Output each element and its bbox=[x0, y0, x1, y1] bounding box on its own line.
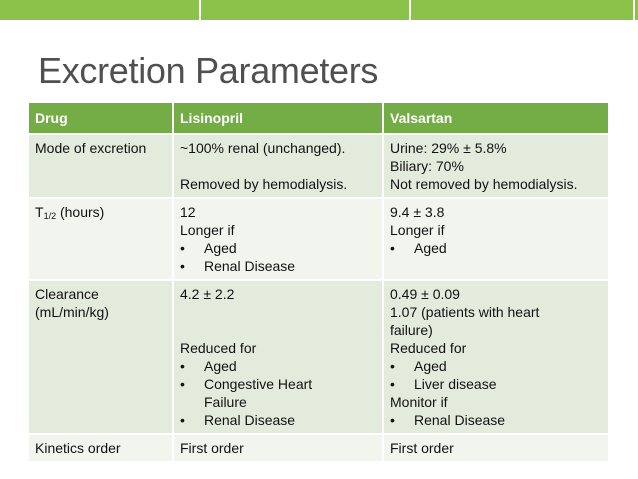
bullet-text: Aged bbox=[204, 358, 237, 374]
cell-text: Monitor if bbox=[390, 394, 448, 410]
bullet-icon: • bbox=[180, 240, 185, 256]
excretion-table bbox=[29, 103, 610, 461]
label-subscript: 1/2 bbox=[43, 211, 57, 221]
accent-bar-segment bbox=[411, 0, 633, 20]
row-label-mode: Mode of excretion bbox=[29, 134, 173, 198]
table-row bbox=[29, 134, 609, 198]
cell-lisinopril-mode bbox=[173, 134, 383, 198]
cell-text: ~100% renal (unchanged). bbox=[180, 140, 346, 156]
cell-text: (mL/min/kg) bbox=[35, 304, 109, 320]
cell-text: Longer if bbox=[390, 222, 445, 238]
bullet-icon: • bbox=[390, 240, 395, 256]
cell-valsartan-kinetics: First order bbox=[383, 434, 609, 461]
bullet-text: Liver disease bbox=[414, 376, 497, 392]
cell-text: Reduced for bbox=[390, 340, 467, 356]
cell-text: 4.2 ± 2.2 bbox=[180, 286, 235, 302]
accent-bar-segment bbox=[201, 0, 410, 20]
cell-text: Removed by hemodialysis. bbox=[180, 176, 348, 192]
table-row bbox=[29, 280, 609, 434]
bullet-text: Renal Disease bbox=[414, 412, 506, 428]
bullet-text: Aged bbox=[414, 358, 447, 374]
table-row bbox=[29, 434, 609, 461]
cell-text: Not removed by hemodialysis. bbox=[390, 176, 578, 192]
cell-text: Longer if bbox=[180, 222, 235, 238]
cell-text: 0.49 ± 0.09 bbox=[390, 286, 460, 302]
label-hours: (hours) bbox=[56, 204, 105, 220]
label-t: T bbox=[35, 204, 44, 220]
cell-text: Reduced for bbox=[180, 340, 257, 356]
bullet-text: Congestive Heart bbox=[204, 376, 313, 392]
cell-text: Biliary: 70% bbox=[390, 158, 464, 174]
header-drug: Drug bbox=[29, 103, 173, 134]
bullet-icon: • bbox=[390, 412, 395, 428]
bullet-continuation: Failure bbox=[204, 394, 247, 410]
table-row bbox=[29, 198, 609, 280]
cell-text: 12 bbox=[180, 204, 196, 220]
bullet-text: Renal Disease bbox=[204, 412, 296, 428]
header-lisinopril: Lisinopril bbox=[173, 103, 383, 134]
bullet-icon: • bbox=[180, 258, 185, 274]
cell-text: 1.07 (patients with heart bbox=[390, 304, 540, 320]
row-label-half-life bbox=[29, 198, 173, 280]
bullet-text: Aged bbox=[414, 240, 447, 256]
slide-title: Excretion Parameters bbox=[38, 50, 379, 91]
top-accent-bar bbox=[0, 0, 638, 20]
cell-text: 9.4 ± 3.8 bbox=[390, 204, 445, 220]
cell-lisinopril-kinetics: First order bbox=[173, 434, 383, 461]
cell-lisinopril-clearance bbox=[173, 280, 383, 434]
cell-text: Clearance bbox=[35, 286, 99, 302]
cell-lisinopril-half-life bbox=[173, 198, 383, 280]
header-valsartan: Valsartan bbox=[383, 103, 609, 134]
cell-valsartan-clearance bbox=[383, 280, 609, 434]
bullet-icon: • bbox=[390, 358, 395, 374]
table-header-row bbox=[29, 103, 609, 134]
bullet-icon: • bbox=[390, 376, 395, 392]
bullet-text: Aged bbox=[204, 240, 237, 256]
row-label-kinetics: Kinetics order bbox=[29, 434, 173, 461]
row-label-clearance bbox=[29, 280, 173, 434]
accent-bar-segment bbox=[0, 0, 199, 20]
bullet-text: Renal Disease bbox=[204, 258, 296, 274]
bullet-icon: • bbox=[180, 358, 185, 374]
bullet-icon: • bbox=[180, 376, 185, 392]
cell-text: Urine: 29% ± 5.8% bbox=[390, 140, 507, 156]
cell-valsartan-half-life bbox=[383, 198, 609, 280]
cell-text: failure) bbox=[390, 322, 433, 338]
bullet-icon: • bbox=[180, 412, 185, 428]
cell-valsartan-mode bbox=[383, 134, 609, 198]
